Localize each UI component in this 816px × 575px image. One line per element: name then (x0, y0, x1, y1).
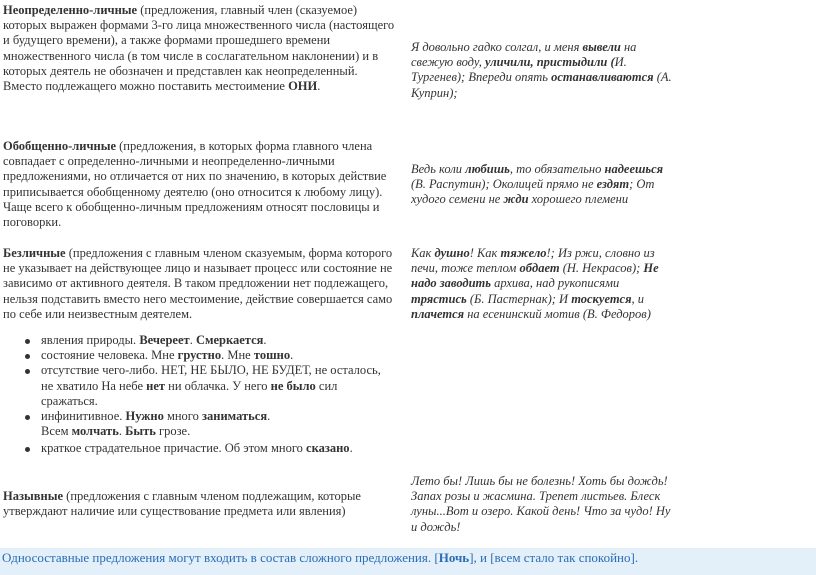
definition-impersonal: Безличные (предложения с главным членом сказуемым, форма которого не указывает на действующее лицо и называет процесс или состояние не зависимо от активного деятеля. В таком предложении нет подлежащего, нельзя подставить вместо него местоимение, действие совершается само по себе или неизвестным деятелем. явления природы. Вечереет. Смеркается. состояние человека. Мне грустно. Мне тошно. отсутствие чего-либо. НЕТ, НЕ БЫЛО, НЕ БУДЕТ, не осталось, не хватило На небе нет ни облачка. У него не было сил сражаться. инфинитивное. Нужно много заниматься. Всем молчать. Быть грозе. краткое страдательное причастие. Об этом много сказано. (3, 246, 395, 457)
example-generalized-personal: Ведь коли любишь, то обязательно надеешься (В. Распутин); Околицей прямо не ездят; От худого семени не жди хорошего племени (411, 162, 664, 207)
definition-indefinite-personal: Неопределенно-личные (предложения, главный член (сказуемое) которых выражен формами 3-го лица множественного числа (настоящего и будущего времени), а также формами прошедшего времени множественного числа (в том числе в сослагательном наклонении) и в которых деятель не обозначен и представлен как неопределенный. Вместо подлежащего можно поставить местоимение ОНИ. (3, 3, 395, 94)
list-item: состояние человека. Мне грустно. Мне тошно. (41, 348, 395, 363)
example-nominative: Лето бы! Лишь бы не болезнь! Хоть бы дождь!Запах розы и жасмина. Трепет листьев. Блеск луны...Вот и озеро. Какой день! Что за чудо! Ну и дождь! (411, 474, 671, 534)
example-indefinite-personal: Я довольно гадко солгал, и меня вывели на свежую воду, уличили, пристыдили (И. Тургенев); Впереди опять останавливаются (А. Куприн); (411, 40, 672, 100)
term-nominative: Назывные (3, 489, 64, 503)
list-item: инфинитивное. Нужно много заниматься. Всем молчать. Быть грозе. (41, 409, 395, 439)
term-generalized-personal: Обобщенно-личные (3, 139, 117, 153)
definition-generalized-personal: Обобщенно-личные (предложения, в которых форма главного члена совпадает с определенно-личными и неопределенно-личными предложениями, но отличается от них по значению, в которых действие приписывается обобщенному деятелю (оно относится к любому лицу). Чаще всего к обобщенно-личным предложениям относят пословицы и поговорки. (3, 139, 387, 230)
term-indefinite-personal: Неопределенно-личные (3, 3, 138, 17)
term-impersonal: Безличные (3, 246, 66, 260)
example-impersonal: Как душно! Как тяжело!; Из ржи, словно из печи, тоже теплом обдает (Н. Некрасов); Не надо заводить архива, над рукописями трястись (Б. Пастернак); И тоскуется, и плачется на есенинский мотив (В. Федоров) (411, 246, 659, 321)
definition-nominative: Назывные (предложения с главным членом подлежащим, которые утверждают наличие или существование предмета или явления) (3, 489, 361, 519)
impersonal-types-list (3, 333, 395, 457)
list-item: отсутствие чего-либо. НЕТ, НЕ БЫЛО, НЕ БУДЕТ, не осталось, не хватило На небе нет ни облачка. У него не было сил сражаться. (41, 363, 395, 409)
footer-note: Односоставные предложения могут входить в состав сложного предложения. [Ночь], и [всем стало так спокойно]. (0, 548, 816, 575)
list-item: явления природы. Вечереет. Смеркается. (41, 333, 395, 348)
list-item: краткое страдательное причастие. Об этом много сказано. (41, 441, 395, 456)
